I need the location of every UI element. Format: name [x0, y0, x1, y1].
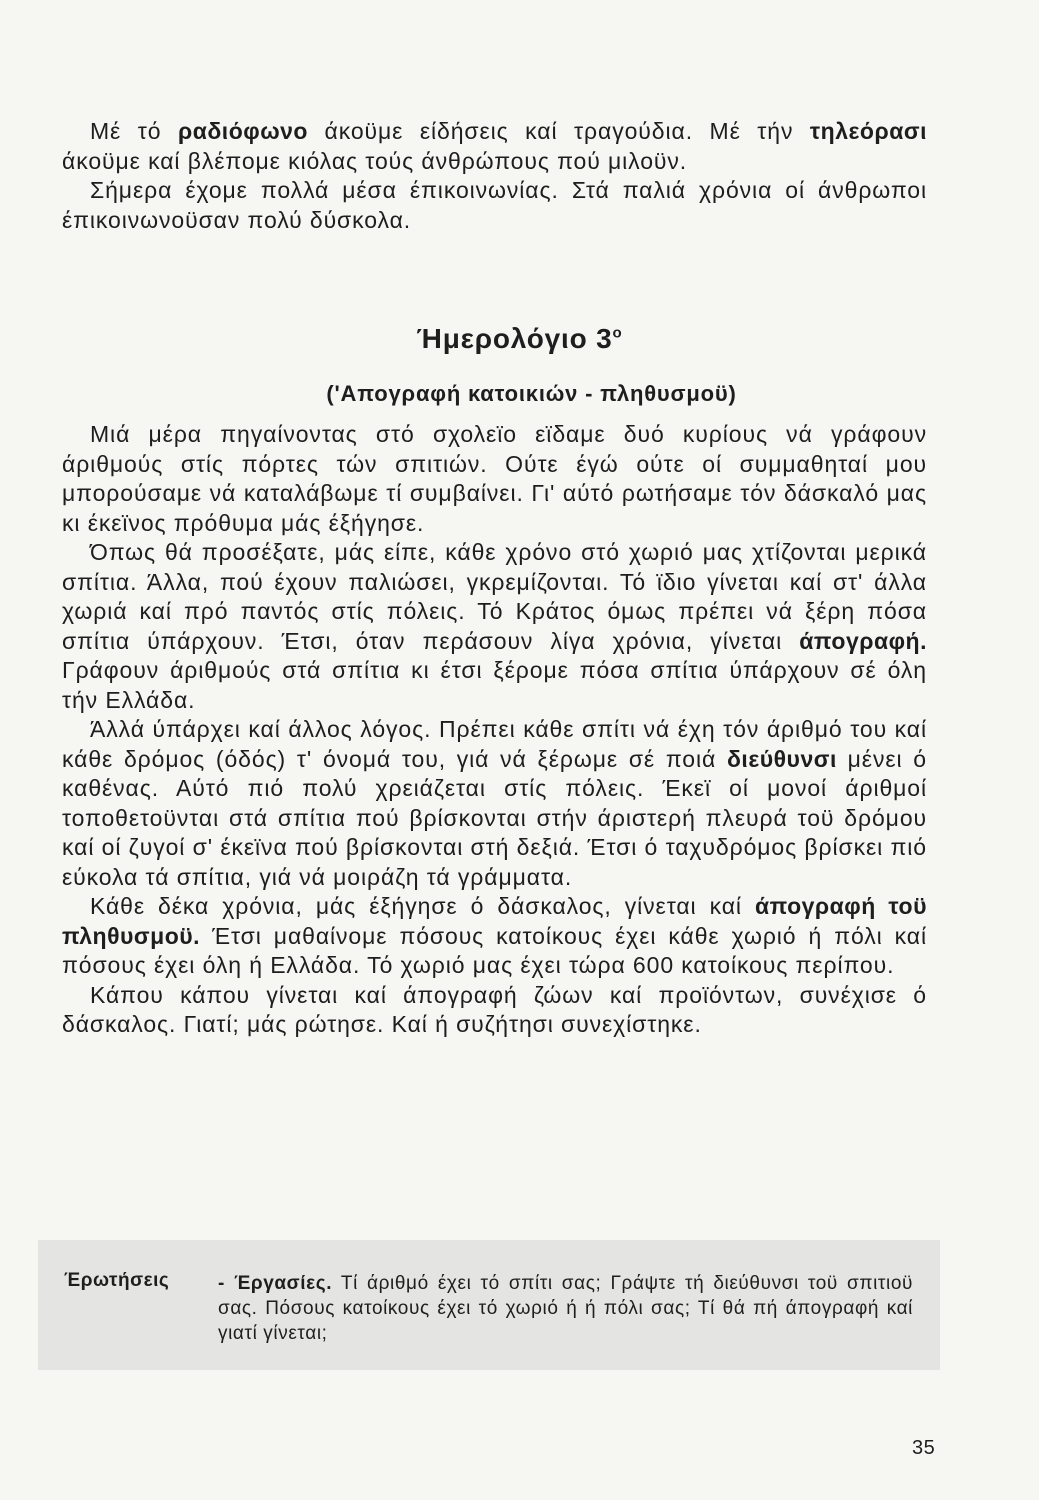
questions-text: Τί άριθμό έχει τό σπίτι σας; Γράψτε τή διεύθυνσι τοϋ σπιτιοϋ σας. Πόσους κατοίκους έχει τό χωριό ή ή πόλι σας; Τί θά πή άπογραφή καί γιατί γίνεται;: [218, 1273, 913, 1344]
body-paragraph-4: [62, 892, 927, 981]
intro-section: [62, 117, 927, 235]
text-run: Όπως θά προσέξατε, μάς είπε, κάθε χρόνο στό χωριό μας χτίζονται μερικά σπίτια. Άλλα, πού έχουν παλιώσει, γκρεμίζονται. Τό ϊδιο γίνεται καί στ' άλλα χωριά καί πρό παντός στίς πόλεις. Τό Κράτος όμως πρέπει νά ξέρη πόσα σπίτια ύπάρχουν. Έτσι, όταν περάσουν λίγα χρόνια, γίνεται: [62, 539, 927, 654]
intro-paragraph-2: Σήμερα έχομε πολλά μέσα έπικοινωνίας. Στά παλιά χρόνια οί άνθρωποι έπικοινωνοϋσαν πολύ δύσκολα.: [62, 177, 927, 233]
questions-box: [38, 1240, 940, 1370]
body-paragraph-5: Κάπου κάπου γίνεται καί άπογραφή ζώων καί προϊόντων, συνέχισε ό δάσκαλος. Γιατί; μάς ρώτησε. Καί ή συζήτησι συνεχίστηκε.: [62, 981, 927, 1037]
diary-title-superscript: ο: [612, 324, 623, 342]
body-paragraph-1: Μιά μέρα πηγαίνοντας στό σχολεϊο εϊδαμε δυό κυρίους νά γράφουν άριθμούς στίς πόρτες τών σπιτιών. Ούτε έγώ ούτε οί συμμαθηταί μου μπορούσαμε νά καταλάβωμε τί συμβαίνει. Γι' αύτό ρωτήσαμε τόν δάσκαλό μας κι έκεϊνος πρόθυμα μάς έξήγησε.: [62, 421, 927, 536]
text-run: Κάθε δέκα χρόνια, μάς έξήγησε ό δάσκαλος, γίνεται καί: [90, 893, 755, 919]
page-number: 35: [912, 1437, 936, 1459]
text-run: άκοϋμε καί βλέπομε κιόλας τούς άνθρώπους πού μιλοϋν.: [62, 147, 688, 174]
keyword-census: άπογραφή.: [799, 627, 927, 654]
keyword-television: τηλεόρασι: [809, 118, 927, 144]
text-run: άκοϋμε είδήσεις καί τραγούδια. Μέ τήν: [307, 118, 810, 144]
text-run: μένει ό καθένας. Αύτό πιό πολύ χρειάζεται στίς πόλεις. Έκεϊ οί μονοί άριθμοί τοποθετοϋνται στά σπίτια πού βρίσκονται στήν άριστερή πλευρά τοϋ δρόμου καί οί ζυγοί σ' έκεϊνα πού βρίσκονται στή δεξιά. Έτσι ό ταχυδρόμος βρίσκει πιό εύκολα τά σπίτια, γιά νά μοιράζη τά γράμματα.: [62, 745, 927, 890]
diary-title-text: Ήμερολόγιο 3: [416, 323, 613, 354]
text-run: Γράφουν άριθμούς στά σπίτια κι έτσι ξέρομε πόσα σπίτια ύπάρχουν σέ όλη τήν Ελλάδα.: [62, 657, 927, 713]
keyword-radio: ραδιόφωνο: [177, 118, 308, 144]
text-run: Έτσι μαθαίνομε πόσους κατοίκους έχει κάθε χωριό ή πόλι καί πόσους έχει όλη ή Ελλάδα. Τό χωριό μας έχει τώρα 600 κατοίκους περίπου.: [62, 922, 927, 978]
body-paragraph-3: [62, 715, 927, 892]
tasks-label: Έργασίες.: [234, 1273, 333, 1294]
body-paragraph-2: [62, 538, 927, 715]
diary-body: [62, 420, 927, 1040]
questions-text-block: [218, 1271, 913, 1346]
keyword-population-census: άπογραφή τοϋ πληθυσμοϋ.: [62, 893, 927, 949]
text-run: Μέ τό: [90, 118, 178, 144]
keyword-address: διεύθυνσι: [726, 745, 837, 772]
intro-paragraph-1: [62, 117, 927, 176]
diary-subtitle: ('Απογραφή κατοικιών - πληθυσμοϋ): [326, 381, 737, 406]
questions-label: Έρωτήσεις: [64, 1270, 170, 1291]
diary-title: [0, 323, 1039, 355]
text-run: Άλλά ύπάρχει καί άλλος λόγος. Πρέπει κάθε σπίτι νά έχη τόν άριθμό του καί κάθε δρόμος (όδός) τ' όνομά του, γιά νά ξέρωμε σέ ποιά: [62, 716, 927, 772]
questions-dash: -: [218, 1273, 225, 1294]
